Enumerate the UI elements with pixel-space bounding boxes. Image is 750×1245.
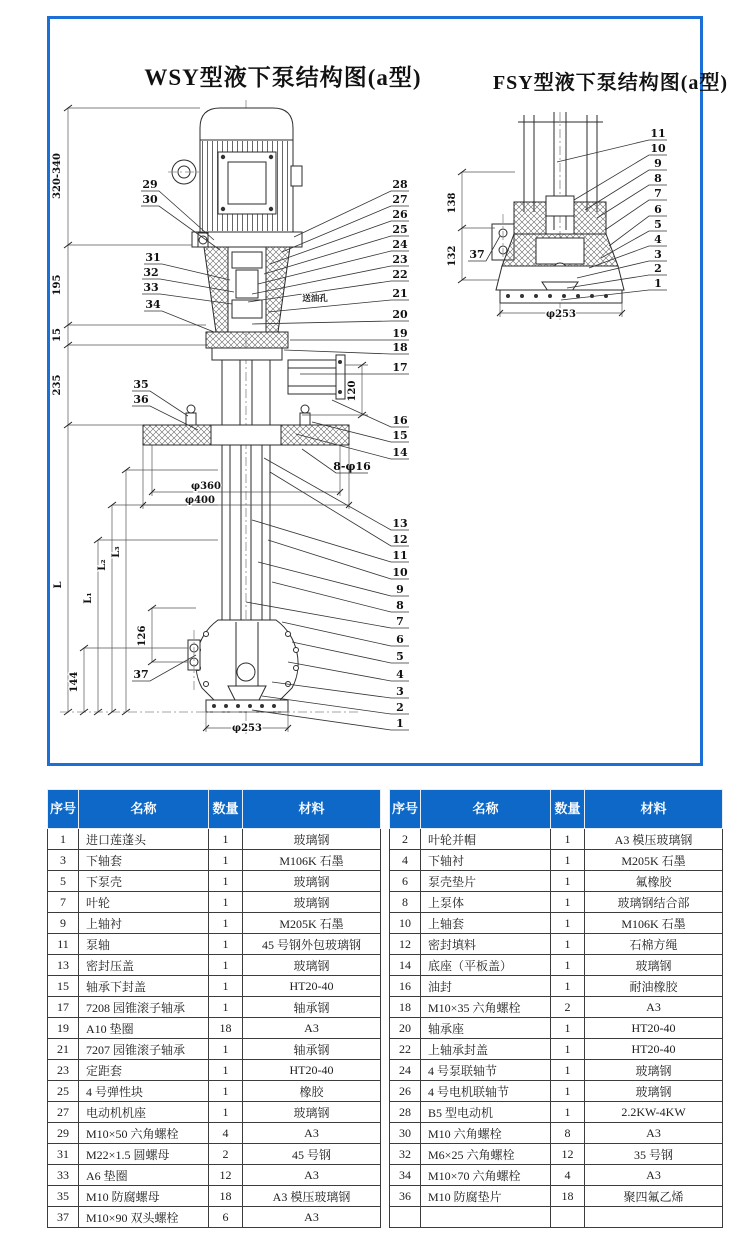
callout-number: 14 — [392, 446, 408, 459]
table-row — [48, 913, 381, 934]
material-cell: 玻璃钢结合部 — [585, 892, 723, 913]
material-cell: A3 — [243, 1207, 381, 1228]
name-cell: 7208 园锥滚子轴承 — [79, 997, 209, 1018]
callout-number: 33 — [143, 281, 159, 294]
table-row — [390, 1207, 723, 1228]
callout-number: 37 — [469, 248, 485, 261]
callout-number: 10 — [650, 142, 666, 155]
material-cell: 玻璃钢 — [243, 871, 381, 892]
callout-number: 26 — [392, 208, 408, 221]
table-row — [390, 1081, 723, 1102]
table-row — [48, 1165, 381, 1186]
material-cell: 玻璃钢 — [243, 892, 381, 913]
name-cell: 上轴套 — [421, 913, 551, 934]
dimension-label: 144 — [69, 671, 80, 693]
callout-leader — [270, 472, 409, 546]
material-cell: A3 模压玻璃钢 — [243, 1186, 381, 1207]
callout-number: 5 — [396, 650, 404, 663]
seq-cell: 5 — [48, 871, 79, 892]
qty-cell: 1 — [209, 1060, 243, 1081]
callout-number: 3 — [654, 248, 662, 261]
seq-cell: 16 — [390, 976, 421, 997]
qty-cell: 1 — [551, 829, 585, 850]
table-row — [48, 1018, 381, 1039]
name-cell: 4 号弹性块 — [79, 1081, 209, 1102]
material-cell: 45 号钢 — [243, 1144, 381, 1165]
dimension-label: φ253 — [232, 723, 262, 734]
material-cell — [585, 1207, 723, 1228]
material-cell: A3 — [243, 1123, 381, 1144]
callout-number: 11 — [650, 127, 666, 140]
dimension-label: φ253 — [546, 309, 576, 320]
callout-number: 16 — [392, 414, 408, 427]
seq-cell: 24 — [390, 1060, 421, 1081]
qty-cell: 6 — [209, 1207, 243, 1228]
seq-cell: 7 — [48, 892, 79, 913]
column-header: 数量 — [209, 790, 243, 829]
table-row — [390, 850, 723, 871]
callout-leader — [258, 562, 409, 596]
seq-cell: 13 — [48, 955, 79, 976]
table-row — [48, 1081, 381, 1102]
qty-cell: 18 — [209, 1186, 243, 1207]
dimension-label: L₂ — [97, 559, 108, 571]
callout-number: 35 — [133, 378, 149, 391]
dimension-label: L — [53, 581, 64, 589]
name-cell: 轴承座 — [421, 1018, 551, 1039]
callout-leader — [252, 520, 409, 562]
pump-structure-drawing — [50, 19, 700, 763]
table-row — [390, 829, 723, 850]
qty-cell: 1 — [551, 1102, 585, 1123]
callout-number: 1 — [396, 717, 404, 730]
table-row — [390, 1102, 723, 1123]
name-cell: 轴承下封盖 — [79, 976, 209, 997]
table-row — [390, 934, 723, 955]
qty-cell — [551, 1207, 585, 1228]
parts-table-right — [389, 789, 723, 1228]
seq-cell: 27 — [48, 1102, 79, 1123]
material-cell: M205K 石墨 — [585, 850, 723, 871]
seq-cell: 2 — [390, 829, 421, 850]
seq-cell: 31 — [48, 1144, 79, 1165]
parts-table-left — [47, 789, 381, 1228]
callout-leader — [282, 622, 409, 646]
column-header: 序号 — [48, 790, 79, 829]
name-cell: 底座（平板盖） — [421, 955, 551, 976]
name-cell: 油封 — [421, 976, 551, 997]
name-cell: M10 六角螺栓 — [421, 1123, 551, 1144]
material-cell: A3 模压玻璃钢 — [585, 829, 723, 850]
wsy-drawing — [60, 100, 368, 734]
table-row — [48, 1102, 381, 1123]
table-row — [48, 976, 381, 997]
column-header: 序号 — [390, 790, 421, 829]
fsy-diagram-title: FSY型液下泵结构图(a型) — [492, 72, 729, 94]
dimension-label: 120 — [347, 380, 358, 402]
name-cell: 定距套 — [79, 1060, 209, 1081]
table-row — [48, 871, 381, 892]
wsy-diagram-title: WSY型液下泵结构图(a型) — [144, 65, 422, 90]
name-cell: A6 垫圈 — [79, 1165, 209, 1186]
seq-cell: 36 — [390, 1186, 421, 1207]
callout-leader — [144, 311, 214, 332]
table-row — [390, 955, 723, 976]
callout-number: 3 — [396, 685, 404, 698]
material-cell: 45 号钢外包玻璃钢 — [243, 934, 381, 955]
column-header: 材料 — [243, 790, 381, 829]
callout-number: 19 — [392, 327, 408, 340]
material-cell: 玻璃钢 — [585, 1060, 723, 1081]
table-row — [390, 976, 723, 997]
qty-cell: 1 — [551, 871, 585, 892]
callout-number: 4 — [396, 668, 404, 681]
table-row — [48, 997, 381, 1018]
material-cell: 聚四氟乙烯 — [585, 1186, 723, 1207]
qty-cell: 1 — [209, 955, 243, 976]
table-row — [390, 892, 723, 913]
name-cell: 进口莲蓬头 — [79, 829, 209, 850]
seq-cell — [390, 1207, 421, 1228]
material-cell: A3 — [585, 1123, 723, 1144]
table-row — [390, 1144, 723, 1165]
table-row — [48, 1186, 381, 1207]
callout-leader — [288, 662, 409, 681]
qty-cell: 1 — [209, 934, 243, 955]
qty-cell: 1 — [551, 1039, 585, 1060]
callout-number: 37 — [133, 668, 149, 681]
name-cell: M6×25 六角螺栓 — [421, 1144, 551, 1165]
seq-cell: 19 — [48, 1018, 79, 1039]
column-header: 名称 — [79, 790, 209, 829]
table-row — [48, 934, 381, 955]
callout-number: 8 — [654, 172, 662, 185]
table-row — [390, 1060, 723, 1081]
name-cell: 4 号电机联轴节 — [421, 1081, 551, 1102]
seq-cell: 34 — [390, 1165, 421, 1186]
callout-leader — [268, 300, 409, 312]
qty-cell: 1 — [551, 1081, 585, 1102]
table-row — [48, 1144, 381, 1165]
qty-cell: 1 — [209, 1102, 243, 1123]
dimension-label: φ360 — [191, 481, 221, 492]
qty-cell: 1 — [209, 871, 243, 892]
callout-number: 32 — [143, 266, 159, 279]
qty-cell: 4 — [209, 1123, 243, 1144]
qty-cell: 1 — [209, 1039, 243, 1060]
qty-cell: 1 — [209, 829, 243, 850]
callout-number: 4 — [654, 233, 662, 246]
dimension-label: 320-340 — [52, 153, 63, 199]
qty-cell: 1 — [551, 892, 585, 913]
qty-cell: 1 — [551, 850, 585, 871]
column-header: 材料 — [585, 790, 723, 829]
callout-number: 27 — [392, 193, 408, 206]
material-cell: A3 — [585, 997, 723, 1018]
table-row — [48, 850, 381, 871]
callout-number: 18 — [392, 341, 408, 354]
qty-cell: 1 — [209, 1081, 243, 1102]
material-cell: 轴承钢 — [243, 997, 381, 1018]
qty-cell: 18 — [551, 1186, 585, 1207]
name-cell: M10 防腐垫片 — [421, 1186, 551, 1207]
dimension-label: 195 — [52, 274, 63, 296]
seq-cell: 8 — [390, 892, 421, 913]
callout-number: 29 — [142, 178, 158, 191]
callout-number: 10 — [392, 566, 408, 579]
callout-number: 7 — [654, 187, 662, 200]
seq-cell: 23 — [48, 1060, 79, 1081]
callout-leader — [272, 582, 409, 612]
callout-number: 30 — [142, 193, 158, 206]
callout-leader — [284, 350, 409, 354]
material-cell: A3 — [243, 1165, 381, 1186]
callout-number: 22 — [392, 268, 408, 281]
name-cell: 叶轮 — [79, 892, 209, 913]
seq-cell: 25 — [48, 1081, 79, 1102]
material-cell: 玻璃钢 — [585, 955, 723, 976]
callout-number: 6 — [654, 203, 662, 216]
seq-cell: 3 — [48, 850, 79, 871]
name-cell: M10 防腐螺母 — [79, 1186, 209, 1207]
seq-cell: 11 — [48, 934, 79, 955]
material-cell: 玻璃钢 — [243, 1102, 381, 1123]
callout-number: 34 — [145, 298, 161, 311]
callout-number: 23 — [392, 253, 408, 266]
qty-cell: 1 — [551, 1060, 585, 1081]
seq-cell: 9 — [48, 913, 79, 934]
seq-cell: 32 — [390, 1144, 421, 1165]
seq-cell: 37 — [48, 1207, 79, 1228]
dimension-label: 235 — [52, 374, 63, 396]
material-cell: 2.2KW-4KW — [585, 1102, 723, 1123]
column-header: 数量 — [551, 790, 585, 829]
column-header: 名称 — [421, 790, 551, 829]
material-cell: 玻璃钢 — [243, 955, 381, 976]
seq-cell: 28 — [390, 1102, 421, 1123]
callout-number: 6 — [396, 633, 404, 646]
table-row — [48, 1123, 381, 1144]
qty-cell: 12 — [551, 1144, 585, 1165]
name-cell — [421, 1207, 551, 1228]
qty-cell: 1 — [209, 913, 243, 934]
seq-cell: 15 — [48, 976, 79, 997]
table-row — [390, 871, 723, 892]
material-cell: M106K 石墨 — [585, 913, 723, 934]
callout-number: 24 — [392, 238, 408, 251]
dimension-label: 132 — [447, 245, 458, 267]
seq-cell: 33 — [48, 1165, 79, 1186]
table-row — [390, 1018, 723, 1039]
material-cell: 氟橡胶 — [585, 871, 723, 892]
callout-number: 31 — [145, 251, 161, 264]
dimension-label: 126 — [137, 625, 148, 647]
material-cell: 35 号钢 — [585, 1144, 723, 1165]
seq-cell: 12 — [390, 934, 421, 955]
seq-cell: 26 — [390, 1081, 421, 1102]
seq-cell: 4 — [390, 850, 421, 871]
dimension-label: L₁ — [83, 592, 94, 604]
seq-cell: 10 — [390, 913, 421, 934]
material-cell: A3 — [585, 1165, 723, 1186]
dimension-label: 138 — [447, 192, 458, 214]
qty-cell: 2 — [209, 1144, 243, 1165]
material-cell: 玻璃钢 — [585, 1081, 723, 1102]
callout-number: 1 — [654, 277, 662, 290]
table-row — [390, 1123, 723, 1144]
callout-number: 20 — [392, 308, 408, 321]
qty-cell: 1 — [209, 976, 243, 997]
material-cell: HT20-40 — [585, 1018, 723, 1039]
seq-cell: 30 — [390, 1123, 421, 1144]
callout-leader — [272, 682, 409, 698]
table-row — [48, 829, 381, 850]
qty-cell: 1 — [551, 976, 585, 997]
material-cell: 轴承钢 — [243, 1039, 381, 1060]
table-row — [390, 997, 723, 1018]
table-row — [48, 1039, 381, 1060]
material-cell: HT20-40 — [243, 1060, 381, 1081]
name-cell: 上泵体 — [421, 892, 551, 913]
material-cell: 玻璃钢 — [243, 829, 381, 850]
parts-tables — [47, 789, 723, 1228]
name-cell: 4 号泵联轴节 — [421, 1060, 551, 1081]
qty-cell: 1 — [551, 1018, 585, 1039]
qty-cell: 4 — [551, 1165, 585, 1186]
qty-cell: 1 — [209, 850, 243, 871]
qty-cell: 12 — [209, 1165, 243, 1186]
callout-number: 25 — [392, 223, 408, 236]
callout-number: 36 — [133, 393, 149, 406]
callout-number: 9 — [396, 583, 404, 596]
material-cell: A3 — [243, 1018, 381, 1039]
name-cell: 下轴套 — [79, 850, 209, 871]
table-row — [48, 1207, 381, 1228]
name-cell: 下泵壳 — [79, 871, 209, 892]
seq-cell: 6 — [390, 871, 421, 892]
name-cell: 7207 园锥滚子轴承 — [79, 1039, 209, 1060]
name-cell: A10 垫圈 — [79, 1018, 209, 1039]
seq-cell: 20 — [390, 1018, 421, 1039]
callout-number: 11 — [392, 549, 408, 562]
name-cell: 上轴承封盖 — [421, 1039, 551, 1060]
callout-number: 8 — [396, 599, 404, 612]
qty-cell: 1 — [551, 955, 585, 976]
name-cell: 电动机机座 — [79, 1102, 209, 1123]
table-row — [390, 1186, 723, 1207]
qty-cell: 8 — [551, 1123, 585, 1144]
name-cell: 上轴衬 — [79, 913, 209, 934]
callout-number: 9 — [654, 157, 662, 170]
name-cell: 密封压盖 — [79, 955, 209, 976]
name-cell: 泵壳垫片 — [421, 871, 551, 892]
table-row — [390, 913, 723, 934]
name-cell: B5 型电动机 — [421, 1102, 551, 1123]
name-cell: M10×50 六角螺栓 — [79, 1123, 209, 1144]
qty-cell: 1 — [209, 997, 243, 1018]
qty-cell: 1 — [209, 892, 243, 913]
name-cell: 下轴衬 — [421, 850, 551, 871]
material-cell: HT20-40 — [243, 976, 381, 997]
table-row — [48, 1060, 381, 1081]
dimension-label: φ400 — [185, 495, 215, 506]
material-cell: 耐油橡胶 — [585, 976, 723, 997]
table-row — [48, 892, 381, 913]
dimension-label: L₃ — [111, 546, 122, 558]
callout-number: 21 — [392, 287, 408, 300]
dimension-label: 送油孔 — [302, 294, 328, 304]
callout-leader — [292, 642, 409, 663]
material-cell: 石棉方绳 — [585, 934, 723, 955]
name-cell: 密封填料 — [421, 934, 551, 955]
material-cell: HT20-40 — [585, 1039, 723, 1060]
name-cell: M10×90 双头螺栓 — [79, 1207, 209, 1228]
callout-number: 5 — [654, 218, 662, 231]
callout-number: 2 — [654, 262, 662, 275]
seq-cell: 35 — [48, 1186, 79, 1207]
qty-cell: 1 — [551, 913, 585, 934]
dimension-label: 15 — [52, 328, 63, 342]
name-cell: M22×1.5 圆螺母 — [79, 1144, 209, 1165]
material-cell: M106K 石墨 — [243, 850, 381, 871]
material-cell: M205K 石墨 — [243, 913, 381, 934]
seq-cell: 1 — [48, 829, 79, 850]
name-cell: 泵轴 — [79, 934, 209, 955]
callout-number: 12 — [392, 533, 408, 546]
seq-cell: 18 — [390, 997, 421, 1018]
name-cell: M10×70 六角螺栓 — [421, 1165, 551, 1186]
qty-cell: 1 — [551, 934, 585, 955]
seq-cell: 29 — [48, 1123, 79, 1144]
callout-number: 2 — [396, 701, 404, 714]
name-cell: 叶轮并帽 — [421, 829, 551, 850]
callout-number: 8-φ16 — [333, 460, 371, 473]
callout-leader — [574, 155, 667, 200]
seq-cell: 22 — [390, 1039, 421, 1060]
callout-number: 17 — [392, 361, 408, 374]
table-row — [48, 955, 381, 976]
table-row — [390, 1165, 723, 1186]
name-cell: M10×35 六角螺栓 — [421, 997, 551, 1018]
drawing-panel — [47, 16, 729, 766]
seq-cell: 14 — [390, 955, 421, 976]
seq-cell: 21 — [48, 1039, 79, 1060]
callout-number: 7 — [396, 615, 404, 628]
table-row — [390, 1039, 723, 1060]
callout-number: 13 — [392, 517, 408, 530]
seq-cell: 17 — [48, 997, 79, 1018]
qty-cell: 2 — [551, 997, 585, 1018]
callout-number: 28 — [392, 178, 408, 191]
callout-number: 15 — [392, 429, 408, 442]
material-cell: 橡胶 — [243, 1081, 381, 1102]
qty-cell: 18 — [209, 1018, 243, 1039]
